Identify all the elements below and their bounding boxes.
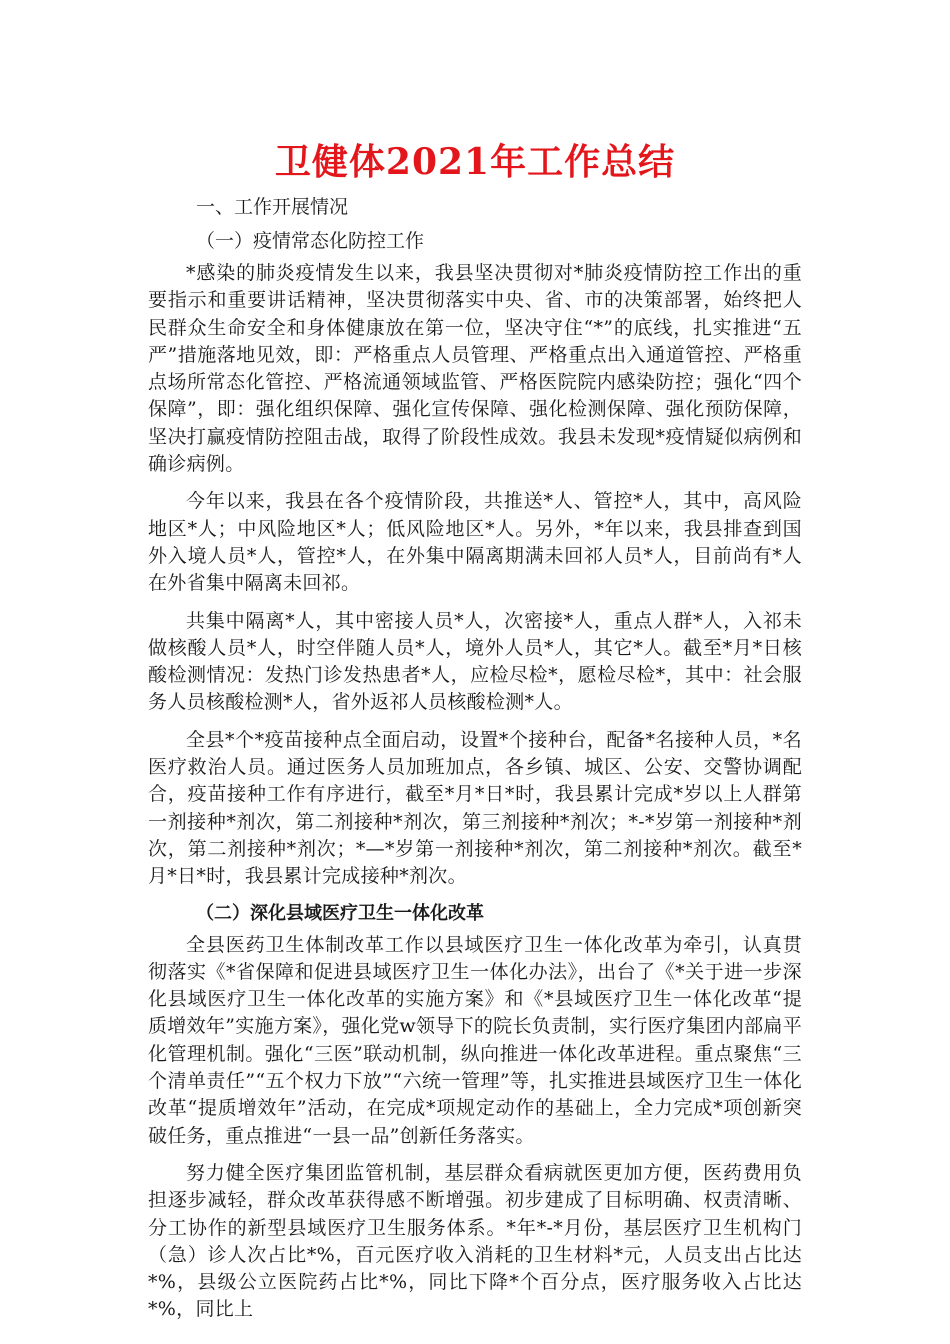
body-paragraph: 全县医药卫生体制改革工作以县域医疗卫生一体化改革为牵引，认真贯彻落实《*省保障和促进县域医疗卫生一体化办法》，出台了《*关于进一步深化县域医疗卫生一体化改革的实施方案》和《*县域医疗卫生一体化改革“提质增效年”实施方案》，强化党w领导下的院长负责制，实行医疗集团内部扁平化管理机制。强化“三医”联动机制，纵向推进一体化改革进程。重点聚焦“三个清单责任”“五个权力下放”“六统一管理”等，扎实推进县域医疗卫生一体化改革“提质增效年”活动，在完成*项规定动作的基础上，全力完成*项创新突破任务，重点推进“一县一品”创新任务落实。 — [148, 933, 802, 1147]
body-paragraph: 今年以来，我县在各个疫情阶段，共推送*人、管控*人，其中，高风险地区*人；中风险地区*人；低风险地区*人。另外，*年以来，我县排查到国外入境人员*人，管控*人，在外集中隔离期满未回祁人员*人，目前尚有*人在外省集中隔离未回祁。 — [148, 490, 802, 595]
subsection-heading: （一）疫情常态化防控工作 — [196, 230, 425, 252]
body-paragraph: 努力健全医疗集团监管机制，基层群众看病就医更加方便，医药费用负担逐步减轻，群众改革获得感不断增强。初步建成了目标明确、权责清晰、分工协作的新型县域医疗卫生服务体系。*年*-*月份，基层医疗卫生机构门（急）诊人次占比*%，百元医疗收入消耗的卫生材料*元，人员支出占比达*%，县级公立医院药占比*%，同比下降*个百分点，医疗服务收入占比达*%，同比上 — [148, 1161, 802, 1321]
body-paragraph: 全县*个*疫苗接种点全面启动，设置*个接种台，配备*名接种人员，*名医疗救治人员。通过医务人员加班加点，各乡镇、城区、公安、交警协调配合，疫苗接种工作有序进行，截至*月*日*时，我县累计完成*岁以上人群第一剂接种*剂次，第二剂接种*剂次，第三剂接种*剂次；*-*岁第一剂接种*剂次，第二剂接种*剂次；*—*岁第一剂接种*剂次，第二剂接种*剂次。截至*月*日*时，我县累计完成接种*剂次。 — [148, 728, 802, 888]
document-title: 卫健体2021年工作总结 — [274, 141, 676, 183]
subsection-heading: （二）深化县域医疗卫生一体化改革 — [196, 902, 484, 924]
body-paragraph: 共集中隔离*人，其中密接人员*人，次密接*人，重点人群*人，入祁未做核酸人员*人，时空伴随人员*人，境外人员*人，其它*人。截至*月*日核酸检测情况：发热门诊发热患者*人，应检尽检*，愿检尽检*，其中：社会服务人员核酸检测*人，省外返祁人员核酸检测*人。 — [148, 609, 802, 714]
section-heading: 一、工作开展情况 — [196, 196, 349, 218]
document-body — [148, 191, 802, 1324]
body-paragraph: *感染的肺炎疫情发生以来，我县坚决贯彻对*肺炎疫情防控工作出的重要指示和重要讲话精神，坚决贯彻落实中央、省、市的决策部署，始终把人民群众生命安全和身体健康放在第一位，坚决守住“*”的底线，扎实推进“五严”措施落地见效，即：严格重点人员管理、严格重点出入通道管控、严格重点场所常态化管控、严格流通领域监管、严格医院院内感染防控；强化“四个保障”，即：强化组织保障、强化宣传保障、强化检测保障、强化预防保障，坚决打赢疫情防控阻击战，取得了阶段性成效。我县未发现*疫情疑似病例和确诊病例。 — [148, 262, 802, 476]
